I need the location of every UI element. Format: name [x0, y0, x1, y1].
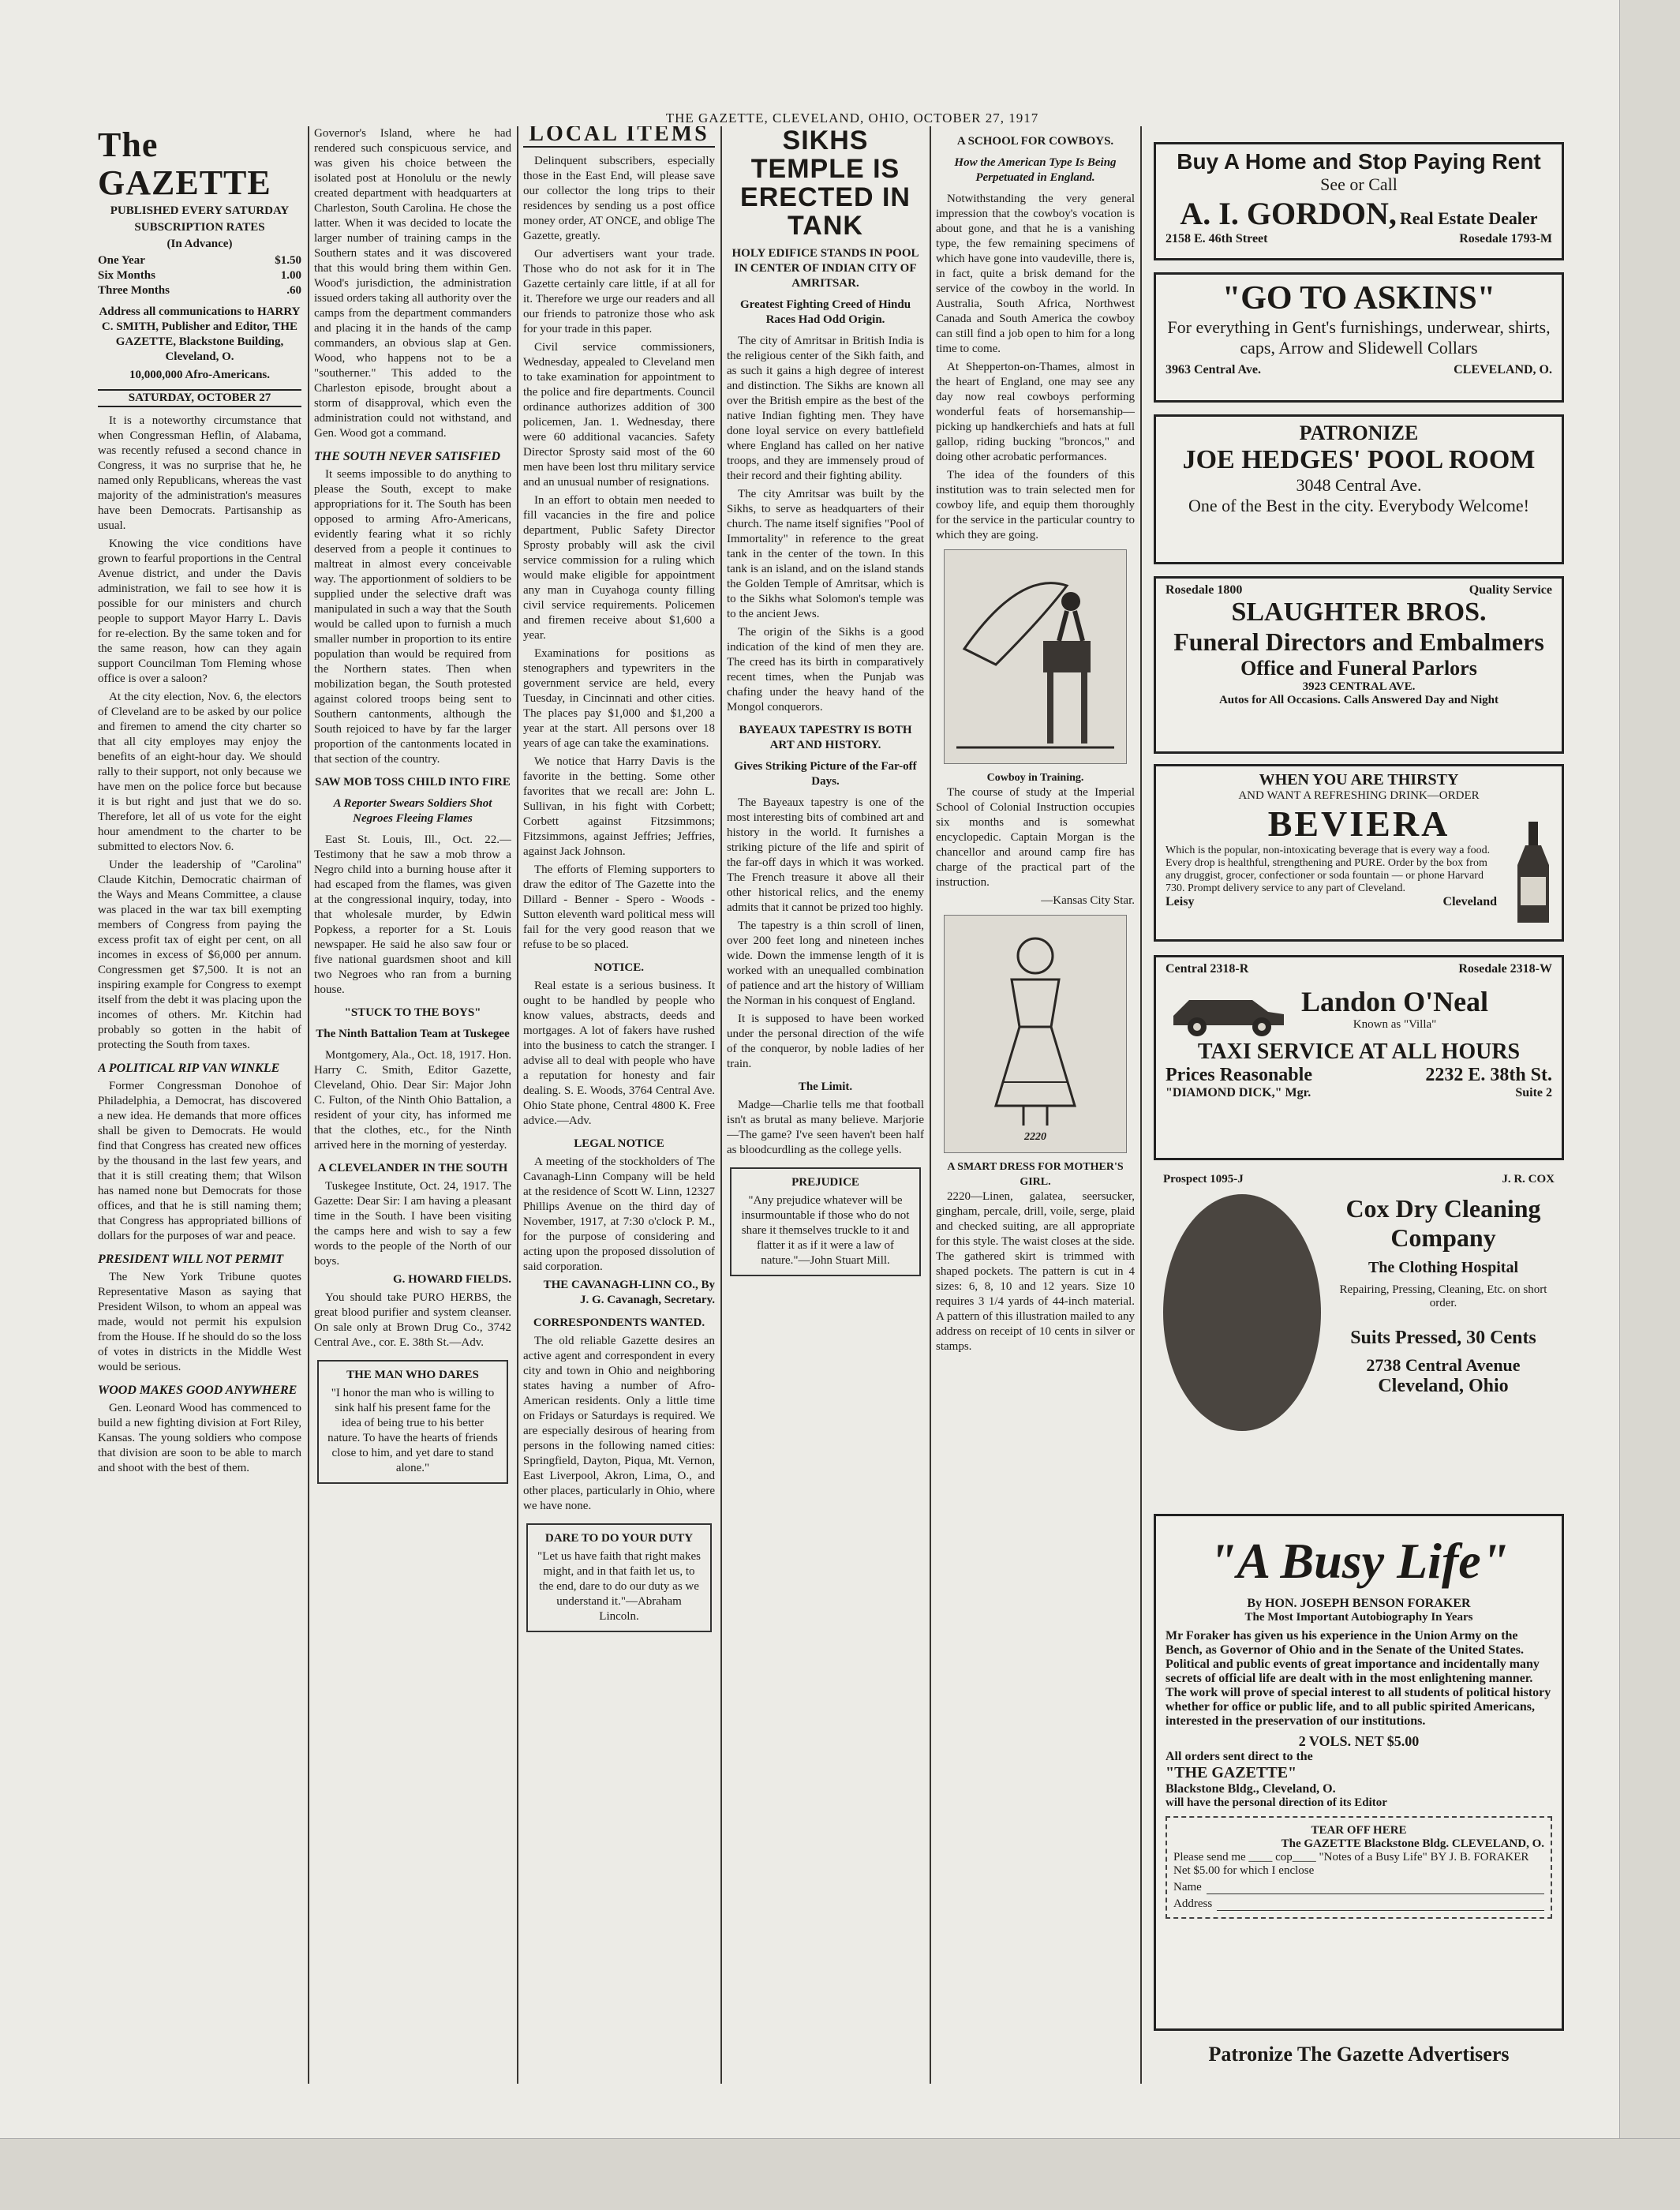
ad-busy-life-title: "A Busy Life"	[1208, 1533, 1510, 1589]
column-5	[936, 126, 1135, 2084]
article-subheading: HOLY EDIFICE STANDS IN POOL IN CENTER OF INDIAN CITY OF AMRITSAR.	[731, 247, 919, 290]
ad-gordon-name: A. I. GORDON,	[1180, 196, 1397, 231]
ad-oneal-phone1: Central 2318-R	[1166, 962, 1249, 976]
ad-cox-price: Suits Pressed, 30 Cents	[1350, 1328, 1536, 1348]
ad-busy-life-paper: "THE GAZETTE"	[1166, 1764, 1297, 1781]
editorial-paragraph: Former Congressman Donohoe of Philadelphia, a Democrat, has discovered a new idea. He demands that more offices shall be given to Democrats. He would find that Congress has created new offices by the thousand in the last few years, and that it is still creating them; that Wilson has named none but Democrats for those offices, and that he is still naming them; that Congress has appropriated billions of dollars for the purposes of war and peace.	[98, 1080, 301, 1242]
local-item: Delinquent subscribers, especially those in the East End, will please save our collector the long trips to their residences by sending us a post office money order, AT ONCE, and oblige The Gazette, greatly.	[523, 155, 715, 242]
article-subheading: A Reporter Swears Soldiers Shot Negroes Fleeing Flames	[333, 797, 492, 825]
ad-busy-life-p1: Mr Foraker has given us his experience in the Union Army on the Bench, as Governor of Ohio and in the Senate of the United States.	[1166, 1629, 1524, 1657]
ad-slaughter-line2: Funeral Directors and Embalmers	[1173, 627, 1544, 656]
coupon-address: The GAZETTE Blackstone Bldg. CLEVELAND, O.	[1281, 1837, 1544, 1850]
ad-busy-life-direction: will have the personal direction of its Editor	[1166, 1796, 1387, 1809]
masthead-title: The GAZETTE	[98, 126, 271, 202]
article-heading: BAYEAUX TAPESTRY IS BOTH ART AND HISTORY.	[739, 724, 912, 751]
article-paragraph: Tuskegee Institute, Oct. 24, 1917. The Gazette: Dear Sir: I am having a pleasant time in the South. I have been visiting the camps here and wish to say a few words to the people of the North of our boys.	[314, 1180, 511, 1268]
ad-slaughter-phone: Rosedale 1800	[1166, 583, 1243, 597]
legal-notice-text: A meeting of the stockholders of The Cavanagh-Linn Company will be held at the residence of Scott W. Linn, 12327 Phillips Avenue on the third day of November, 1917, at 7:30 o'clock P. M., for the purpose of considering and acting upon the proposed dissolution of said corporation.	[523, 1156, 715, 1273]
ad-beviera-city: Cleveland	[1442, 895, 1497, 908]
article-heading: A SCHOOL FOR COWBOYS.	[956, 135, 1114, 148]
ad-oneal-address: 2232 E. 38th St.	[1425, 1065, 1552, 1085]
column-1	[98, 126, 301, 2084]
ad-cox-services: Repairing, Pressing, Cleaning, Etc. on short order.	[1339, 1283, 1547, 1309]
correspondents-heading: CORRESPONDENTS WANTED.	[533, 1317, 705, 1329]
ad-cox-owner: J. R. COX	[1502, 1173, 1555, 1186]
quote-box-title: DARE TO DO YOUR DUTY	[544, 1532, 694, 1545]
ad-oneal-phone2: Rosedale 2318-W	[1458, 962, 1552, 976]
local-items-heading: LOCAL ITEMS	[523, 126, 715, 148]
column-rule	[720, 126, 722, 2084]
quote-box	[526, 1523, 712, 1632]
ad-cox-tag: The Clothing Hospital	[1368, 1259, 1519, 1276]
ad-slaughter-address: 3923 CENTRAL AVE.	[1302, 680, 1416, 693]
ad-slaughter	[1154, 576, 1564, 754]
column-4	[727, 126, 924, 2084]
column-rule	[1140, 126, 1142, 2084]
rate-row: One Year $1.50	[98, 254, 301, 267]
local-item: Examinations for positions as stenographers and typewriters in the government service are held, every Tuesday, in Cincinnati and other cities. The places pay $1,000 and $1,200 a year at the start. All persons over 18 years of age can take the examinations.	[523, 647, 715, 750]
editorial-heading: A POLITICAL RIP VAN WINKLE	[98, 1062, 280, 1075]
published-line: PUBLISHED EVERY SATURDAY	[110, 204, 290, 217]
cowboy-illustration	[944, 549, 1127, 764]
dress-figure-icon	[964, 924, 1106, 1129]
ad-cox	[1154, 1168, 1564, 1508]
article-heading: "STUCK TO THE BOYS"	[344, 1006, 481, 1019]
ad-hedges-tagline: One of the Best in the city. Everybody Welcome!	[1188, 496, 1529, 515]
local-item: The efforts of Fleming supporters to draw the editor of The Gazette into the Dillard - Benner - Spero - Woods - Sutton eleventh ward political mess will fail for the very good reason that we refuse to be so placed.	[523, 863, 715, 951]
ad-beviera-brand: BEVIERA	[1267, 803, 1450, 844]
page-bottom-edge	[0, 2138, 1680, 2210]
ad-slaughter-line3: Office and Funeral Parlors	[1240, 657, 1477, 680]
correspondents-text: The old reliable Gazette desires an active agent and correspondent in every city and town in Ohio and neighboring states having a number of Afro-American residents. Only a little time on Fridays or Saturdays is required. We are especially desirous of hearing from persons in the following named cities: Springfield, Dayton, Piqua, Mt. Vernon, East Liverpool, Akron, Lima, O., and other places, particularly in Ohio, where we have none.	[523, 1335, 715, 1512]
ad-gordon-role: Real Estate Dealer	[1399, 208, 1538, 228]
ad-hedges-line1: PATRONIZE	[1299, 421, 1419, 444]
pattern-number: 2220	[1024, 1130, 1046, 1143]
pattern-description: 2220—Linen, galatea, seersucker, gingham, percale, drill, voile, serge, plaid and checked suiting, are all appropriate for this style. The waist closes at the side. The gathered skirt is trimmed with shaped pockets. The pattern is cut in 4 sizes: 6, 8, 10 and 12 years. Size 10 requires 3 1/4 yards of 44-inch material. A pattern of this illustration mailed to any address on receipt of 10 cents in silver or stamps.	[936, 1190, 1135, 1353]
ad-slaughter-line4: Autos for All Occasions. Calls Answered Day and Night	[1218, 694, 1499, 706]
local-item: Civil service commissioners, Wednesday, appealed to Cleveland men to take examination for appointment to the police and fire departments. Council ordinance authorizes addition of 300 policemen, Jan. 1. Wednesday, there were 60 additional vacancies. Safety Director Sprosty said most of the 60 men have been lost thru military service and an unusual number of resignations.	[523, 341, 715, 489]
ad-hedges-name: JOE HEDGES' POOL ROOM	[1182, 445, 1536, 474]
column-rule	[517, 126, 518, 2084]
ad-cox-name: Cox Dry Cleaning Company	[1345, 1194, 1541, 1252]
editorial-paragraph: Under the leadership of "Carolina" Claude Kitchin, Democratic chairman of the Ways and Means Committee, a clause was placed in the war tax bill exempting members of Congress from paying the excess profit tax of eight per cent, on all incomes in excess of $6,000 per annum. Congressmen get $7,500. It is not an inspiring example for Congress to exempt itself from the debt it was placing upon the incomes of others. Mr. Kitchin had probably so gotten in the habit of protecting the South from taxes.	[98, 859, 301, 1051]
article-subheading: How the American Type Is Being Perpetuated in England.	[954, 156, 1117, 184]
ad-beviera	[1154, 764, 1564, 942]
portrait-photo	[1163, 1194, 1321, 1431]
article-paragraph: It is supposed to have been worked under the personal direction of the wife of the conqueror, by noble ladies of her train.	[727, 1013, 924, 1070]
editorial-paragraph: It is a noteworthy circumstance that when Congressman Heflin, of Alabama, was recently refused a second chance in Congress, it was no surprise that he, he named only Republicans, whereas the vast majority of the administration's measures have been Democrats. Partisanship as usual.	[98, 414, 301, 532]
ad-busy-life-order: All orders sent direct to the	[1166, 1750, 1313, 1763]
legal-notice-signature: THE CAVANAGH-LINN CO., By J. G. Cavanagh, Secretary.	[543, 1279, 715, 1306]
ad-beviera-line1: WHEN YOU ARE THIRSTY	[1259, 771, 1459, 788]
ad-slaughter-name: SLAUGHTER BROS.	[1231, 597, 1487, 627]
rate-row: Three Months .60	[98, 284, 301, 297]
joke-heading: The Limit.	[798, 1081, 853, 1093]
rates-heading: SUBSCRIPTION RATES	[134, 221, 265, 234]
article-paragraph: Notwithstanding the very general impression that the cowboy's vocation is about gone, and that he is a vanishing type, the few remaining specimens of which have gone into vaudeville, there is, in fact, quite a brisk demand for the service of the cowboy in the world. In Australia, South Africa, Northwest Canada and South America the cowboy can still find a job open to him for a long time to come.	[936, 193, 1135, 355]
article-heading: A CLEVELANDER IN THE SOUTH	[317, 1162, 508, 1174]
ad-oneal-name: Landon O'Neal	[1301, 985, 1489, 1017]
ad-oneal-manager: "DIAMOND DICK," Mgr.	[1166, 1086, 1311, 1099]
column-rule	[308, 126, 309, 2084]
dress-caption: A SMART DRESS FOR MOTHER'S GIRL.	[947, 1161, 1124, 1188]
dress-illustration	[944, 915, 1127, 1153]
page-edge	[1619, 0, 1680, 2210]
joke-text: Madge—Charlie tells me that football isn't as brutal as many believe. Marjorie—The game? I've seen haven't been half as bloodcurdling as the college yells.	[727, 1099, 924, 1156]
article-paragraph: At Shepperton-on-Thames, almost in the heart of England, one may see any day now real cowboys performing wonderful feats of horsemanship—picking up handkerchiefs and hats at full gallop, riding bucking "broncos," and doing other acrobatic performances.	[936, 361, 1135, 463]
article-paragraph: The origin of the Sikhs is a good indication of the kind of men they are. The creed has its birth in comparatively recent times, when the Punjab was chafing under the heavy hand of the Mongol conquerors.	[727, 626, 924, 714]
local-item: In an effort to obtain men needed to fill vacancies in the fire and police department, Public Safety Director Sprosty probably will ask the civil service commission for a ruling which would make eligible for appointment any man in Cuyahoga county filling civil service requirements. Policemen and firemen receive about $1,600 a year.	[523, 494, 715, 642]
ad-busy-life-p2: Political and public events of great importance and incidentally many secrets of official life are dealt with in the most enlightening manner.	[1166, 1658, 1540, 1685]
ad-askins-title: "GO TO ASKINS"	[1222, 280, 1496, 317]
ad-askins-address: 3963 Central Ave.	[1166, 363, 1262, 376]
article-heading: THE SOUTH NEVER SATISFIED	[314, 450, 501, 463]
ad-beviera-line2: AND WANT A REFRESHING DRINK—ORDER	[1238, 789, 1480, 802]
ad-gordon-address: 2158 E. 46th Street	[1166, 232, 1268, 245]
column-2	[314, 126, 511, 2084]
article-paragraph: The city Amritsar was built by the Sikhs, to serve as headquarters of their church. The name itself signifies "Pool of Immortality" in reference to the great tank in the center of the town. In this tank is an island, and on the island stands the Golden Temple of Amritsar, which is to the Sikhs what Solomon's temple was to the ancient Jews.	[727, 488, 924, 620]
article-subheading: The Ninth Battalion Team at Tuskegee	[316, 1028, 510, 1040]
ad-cox-phone: Prospect 1095-J	[1163, 1173, 1244, 1186]
coupon-address-label: Address	[1173, 1897, 1213, 1910]
article-paragraph: The course of study at the Imperial School of Colonial Instruction occupies six months and is somewhat encyclopedic. Captain Morgan is the chancellor and around camp fire has charge of the practical part of the instruction.	[936, 786, 1135, 889]
ad-busy-life-tag: The Most Important Autobiography In Years	[1244, 1611, 1473, 1624]
coupon-request: Please send me ____ cop____ "Notes of a Busy Life" BY J. B. FORAKER	[1173, 1851, 1529, 1864]
editorial-paragraph: At the city election, Nov. 6, the electors of Cleveland are to be asked by our police and firemen to amend the city charter so that all city employes may enjoy the benefits of an eight-hour day. We should rally to their support, not only because we have men on the police force but because it is but right and just that we do so. Therefore, let all of us vote for the eight hour amendment to the charter to be submitted to electors Nov. 6.	[98, 691, 301, 853]
ad-gordon-line1: Buy A Home and Stop Paying Rent	[1177, 149, 1541, 174]
quote-box-title: PREJUDICE	[791, 1176, 859, 1189]
article-paragraph: The Bayeaux tapestry is one of the most interesting bits of combined art and history in the world. It furnishes a striking picture of the life and spirit of the far-off days in which it was worked. The French treasure it above all their other historical relics, and the enemy admits that it cannot be prized too highly.	[727, 796, 924, 914]
article-paragraph: East St. Louis, Ill., Oct. 22.—Testimony that he saw a mob throw a Negro child into a burning house after it had escaped from the flames, was given at the congressional inquiry, today, into that wholesale murder, by Edwin Popkess, a reporter for a St. Louis newspaper. He said he also saw four or five national guardsmen shoot and kill two Negroes who ran from a burning house.	[314, 833, 511, 996]
article-paragraph: Montgomery, Ala., Oct. 18, 1917. Hon. Harry C. Smith, Editor Gazette, Cleveland, Ohio. Dear Sir: Major John C. Fulton, of the Ninth Ohio Battalion, a resident of your city, has informed me that the clothes, etc., for the Ninth arrived here in the morning of yesterday.	[314, 1049, 511, 1152]
ad-hedges-address: 3048 Central Ave.	[1296, 475, 1422, 495]
footer-slogan: Patronize The Gazette Advertisers	[1208, 2043, 1510, 2066]
editorial-heading: PRESIDENT WILL NOT PERMIT	[98, 1253, 284, 1266]
editorial-paragraph: Gen. Leonard Wood has commenced to build a new fighting division at Fort Riley, Kansas. The young soldiers who compose that division are soon to be able to march and shoot with the best of them.	[98, 1402, 301, 1474]
rate-row: Six Months 1.00	[98, 269, 301, 282]
ad-beviera-text: Which is the popular, non-intoxicating beverage that is every way a food. Every drop is healthful, strengthening and PURE. Order by the box from any druggist, grocer, confectioner or soda fountain — or phone Harvard 730. Prompt delivery service to any part of Cleveland.	[1166, 845, 1491, 894]
taxi-car-icon	[1166, 976, 1292, 1039]
ad-oneal-line1: TAXI SERVICE AT ALL HOURS	[1197, 1039, 1521, 1064]
circulation-line: 10,000,000 Afro-Americans.	[129, 369, 271, 381]
article-credit: —Kansas City Star.	[1041, 894, 1135, 907]
coupon-name-field[interactable]	[1207, 1881, 1544, 1894]
coupon-heading: TEAR OFF HERE	[1311, 1824, 1407, 1837]
ad-askins	[1154, 272, 1564, 403]
address-notice: Address all communications to HARRY C. SMITH, Publisher and Editor, THE GAZETTE, Blackstone Building, Cleveland, O.	[99, 305, 301, 363]
quote-box-text: "Let us have faith that right makes might, and in that faith let us, to the end, dare to do our duty as we understand it."—Abraham Lincoln.	[537, 1550, 701, 1623]
rates-subheading: (In Advance)	[167, 238, 233, 250]
notice-text: Real estate is a serious business. It ought to be handled by people who know values, abstracts, deeds and mortgages. A lot of fakers have rushed into the business to catch the stranger. I advise all to deal with people who have a reputation for honesty and fair dealing. S. E. Woods, 3764 Central Ave. Ohio State phone, Central 4800 K. Free advice.—Adv.	[523, 980, 715, 1127]
ad-busy-life-author: By HON. JOSEPH BENSON FORAKER	[1247, 1597, 1471, 1610]
local-item: Our advertisers want your trade. Those who do not ask for it in The Gazette certainly care little, if at all for it. Therefore we urge our readers and all our friends to patronize those who ask for your trade in this paper.	[523, 248, 715, 335]
quote-box-text: "Any prejudice whatever will be insurmountable if those who do not share it themselves truckle to it and flatter it as if it were a law of nature."—John Stuart Mill.	[741, 1194, 910, 1267]
ad-busy-life-vols: 2 VOLS. NET $5.00	[1298, 1733, 1420, 1749]
cowboy-caption: Cowboy in Training.	[986, 772, 1084, 784]
quote-box	[317, 1360, 508, 1484]
column-3	[523, 126, 715, 2084]
legal-notice-heading: LEGAL NOTICE	[574, 1137, 664, 1150]
editorial-paragraph: Knowing the vice conditions have grown to fearful proportions in the Central Avenue district, and under the Davis administration, we fail to see how it is possible for our ministers and church people to support Mayor Harry L. Davis for re-election. By the same token and for the same reason, how can they again support Councilman Tom Fleming whose office is over a saloon?	[98, 538, 301, 685]
ad-oneal-known: Known as "Villa"	[1353, 1017, 1437, 1031]
bottle-icon	[1514, 822, 1552, 924]
editorial-paragraph: The New York Tribune quotes Representative Mason as saying that President Wilson, to whom an appeal was made, would not permit his expulsion from the House. If he should do so the loss of votes in districts in the Middle West would be serious.	[98, 1271, 301, 1373]
ad-paragraph: You should take PURO HERBS, the great blood purifier and system cleanser. On sale only at Brown Drug Co., 3742 Central Ave., cor. E. 38th St.—Adv.	[314, 1291, 511, 1349]
ad-cox-city: Cleveland, Ohio	[1378, 1376, 1509, 1396]
quote-box-text: "I honor the man who is willing to sink half his present fame for the idea of being true to his better nature. To have the hearts of friends close to him, and yet dare to stand alone."	[327, 1387, 498, 1474]
sikh-temple-headline: SIKHS TEMPLE IS ERECTED IN TANK	[740, 126, 911, 241]
cowboy-figure-icon	[949, 554, 1122, 759]
article-paragraph: The city of Amritsar in British India is the religious center of the Sikh faith, and as such it gains a high degree of interest and distinction. The Sikhs are known all over the British empire as the best of the native Indian fighting men. They have done loyal service on every battlefield where England has called on her native troops, and they are immensely proud of their record and their fighting ability.	[727, 335, 924, 482]
article-subheading: Greatest Fighting Creed of Hindu Races Had Odd Origin.	[739, 298, 911, 326]
ad-cox-address: 2738 Central Avenue	[1366, 1355, 1521, 1375]
quote-box-title: THE MAN WHO DARES	[346, 1369, 479, 1381]
ad-busy-life	[1154, 1514, 1564, 2031]
ad-askins-city: CLEVELAND, O.	[1454, 363, 1552, 376]
ad-busy-life-bldg: Blackstone Bldg., Cleveland, O.	[1166, 1782, 1336, 1796]
article-paragraph: It seems impossible to do anything to please the South, except to make appropriations for it. The South has been opposed to arming Afro-Americans, evidently fearing what it so richly deserved from a people it continues to maltreat in almost every conceivable way. The apportionment of soldiers to be supplied under the selective draft was manipulated in such a way that the South would be called upon to furnish a much smaller number in proportion to its entire population than would be required from the Northern states. Then when mobilization began, the South protested against colored troops being sent to Southern cantonments, although the South rejoiced to have by far the larger proportion of the cantonments located in that section of the country.	[314, 468, 511, 766]
ad-busy-life-p3: The work will prove of special interest to all students of political history whether for office or public life, and to all public spirited Americans, interested in the preservation of our institutions.	[1166, 1686, 1551, 1728]
order-coupon[interactable]	[1166, 1816, 1552, 1919]
ad-beviera-maker: Leisy	[1166, 895, 1195, 908]
signature: G. HOWARD FIELDS.	[392, 1273, 511, 1286]
ad-gordon-phone: Rosedale 1793-M	[1459, 232, 1552, 245]
article-subheading: Gives Striking Picture of the Far-off Days.	[734, 760, 917, 788]
ad-gordon	[1154, 142, 1564, 260]
article-paragraph: The idea of the founders of this institution was to train selected men for cowboy life, and equip them thoroughly for the service in the particular country to which they are going.	[936, 469, 1135, 541]
coupon-name-label: Name	[1173, 1881, 1202, 1893]
editorial-heading: WOOD MAKES GOOD ANYWHERE	[98, 1384, 297, 1397]
ad-oneal-prices: Prices Reasonable	[1166, 1065, 1312, 1085]
quote-box	[730, 1167, 921, 1276]
article-heading: SAW MOB TOSS CHILD INTO FIRE	[315, 776, 511, 788]
ad-askins-text: For everything in Gent's furnishings, underwear, shirts, caps, Arrow and Slidewell Collars	[1167, 317, 1551, 358]
dateline: SATURDAY, OCTOBER 27	[98, 389, 301, 407]
ad-hedges	[1154, 414, 1564, 564]
ad-oneal	[1154, 955, 1564, 1160]
coupon-enclose: Net $5.00 for which I enclose	[1173, 1864, 1315, 1877]
ad-slaughter-tag: Quality Service	[1469, 583, 1552, 597]
article-paragraph: Governor's Island, where he had rendered such conspicuous service, and was given his choice between the isolated post at Honolulu or the newly created department with headquarters at Charleston, South Carolina. He chose the latter. When it was decided to locate the larger number of training camps in the Southern states and it was discovered that this would bring them within Gen. Wood's jurisdiction, the administration issued orders taking all authority over the camps from the department commanders and placing it in the hands of the camp commanders, an obvious slap at Gen. Wood, who happens not to be a "southerner." This added to the Charleston episode, brought about a storm of disapproval, which even the administration could not withstand, and Gen. Wood got a command.	[314, 127, 511, 440]
ad-oneal-suite: Suite 2	[1515, 1086, 1552, 1099]
local-item: We notice that Harry Davis is the favorite in the betting. Some other favorites that we recall are: John L. Sullivan, in his fight with Corbett; Corbett against Fitzsimmons; Fitzsimmons, against Jeffries; Jeffries, against Jack Johnson.	[523, 755, 715, 858]
article-paragraph: The tapestry is a thin scroll of linen, over 200 feet long and nineteen inches wide. Down the immense length of it is worked with an unequalled combination of patience and art the history of William the Norman in his conquest of England.	[727, 920, 924, 1007]
ad-gordon-line2: See or Call	[1320, 174, 1398, 194]
notice-heading: NOTICE.	[594, 961, 644, 974]
column-rule	[930, 126, 931, 2084]
coupon-address-field[interactable]	[1217, 1897, 1544, 1911]
running-head: THE GAZETTE, CLEVELAND, OHIO, OCTOBER 27, 1917	[665, 110, 1039, 125]
